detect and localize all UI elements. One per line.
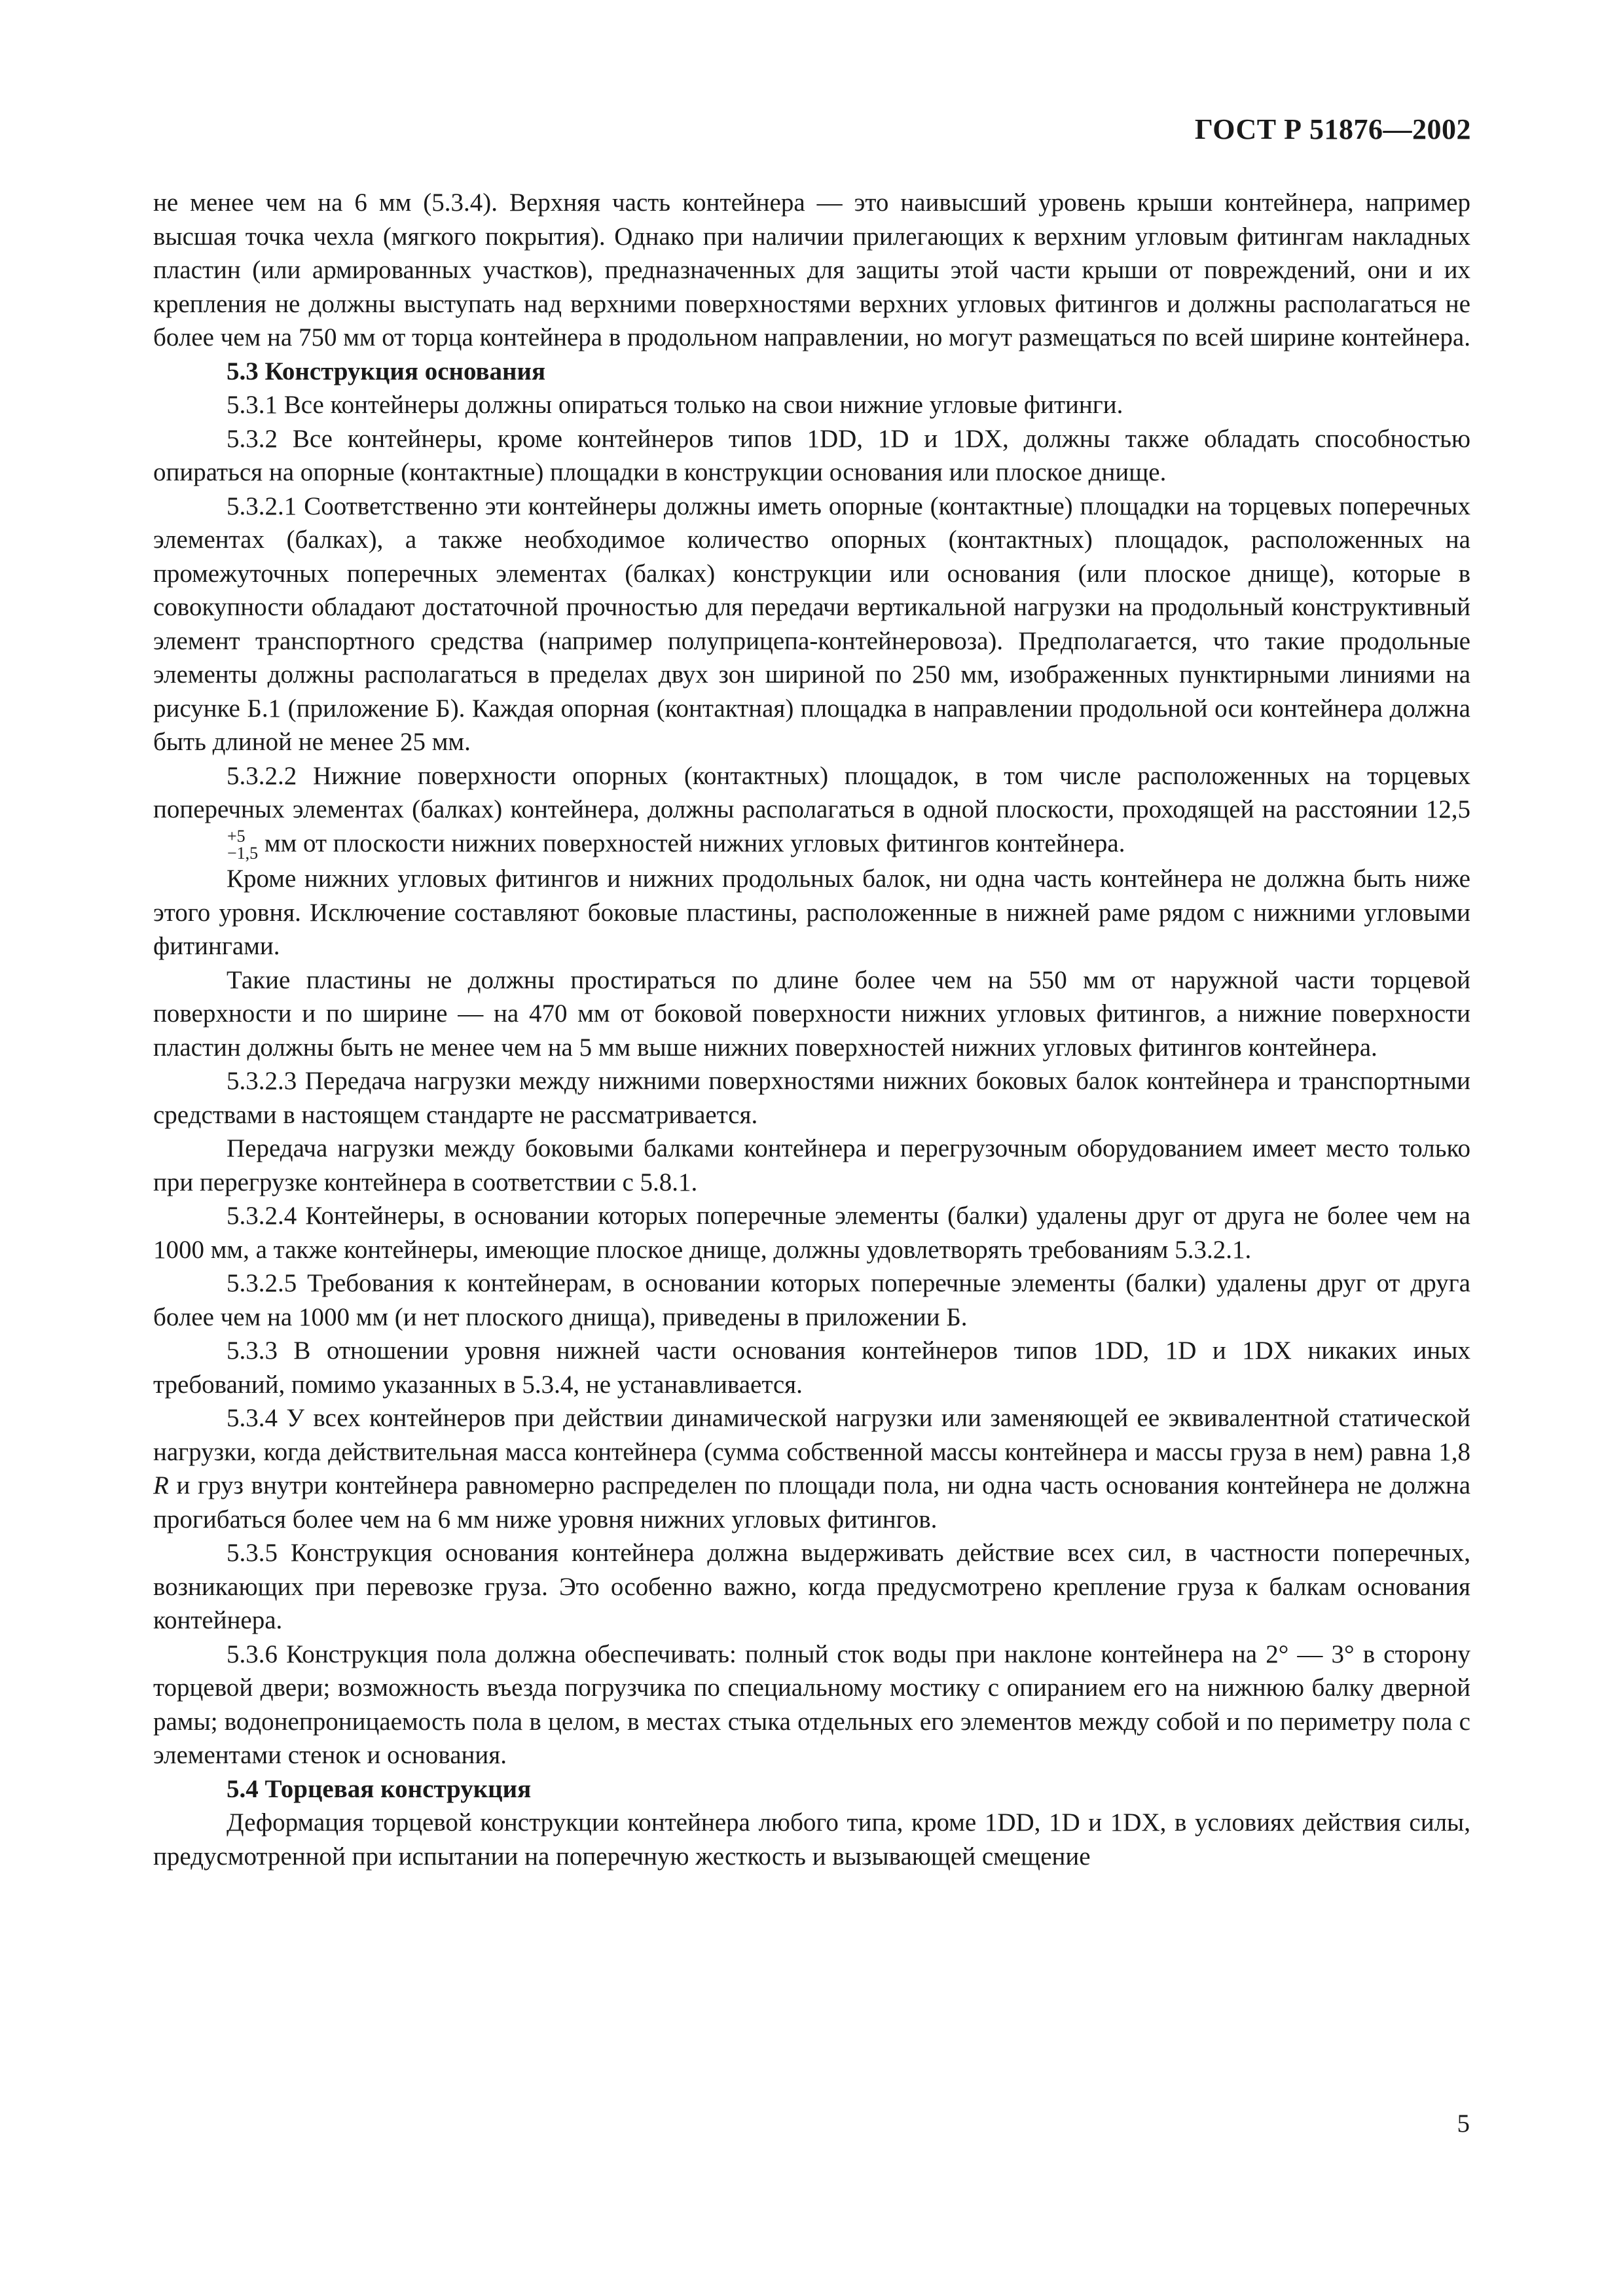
tolerance-lower: −1,5 [227,844,259,863]
paragraph-continuation: не менее чем на 6 мм (5.3.4). Верхняя часть контейнера — это наивысший уровень крыши контейнера, например высшая точка чехла (мягкого покрытия). Однако при наличии прилегающих к верхним угловым фитингам накладных пластин (или армированных участков), предназначенных для защиты этой части крыши от повреждений, они и их крепления не должны выступать над верхними поверхностями верхних угловых фитингов и должны располагаться не более чем на 750 мм от торца контейнера в продольном направлении, но могут размещаться по всей ширине контейнера. [153,188,1470,351]
paragraph-5-3-2-3: 5.3.2.3 Передача нагрузки между нижними поверхностями нижних боковых балок контейнера и транспортными средствами в настоящем стандарте не рассматривается. [153,1067,1470,1129]
tolerance-upper: +5 [227,827,246,846]
paragraph-5-3-2-2-plates: Такие пластины не должны простираться по длине более чем на 550 мм от наружной части торцевой поверхности и по ширине — на 470 мм от боковой поверхности нижних угловых фитингов, а нижние поверхности пластин должны быть не менее чем на 5 мм выше нижних поверхностей нижних угловых фитингов контейнера. [153,965,1470,1062]
paragraph-5-3-2-2 [153,759,1470,863]
paragraph-5-3-4-text-start: 5.3.4 У всех контейнеров при действии динамической нагрузки или заменяющей ее эквивалентной статической нагрузки, когда действительная масса контейнера (сумма собственной массы контейнера и массы груза в нем) равна 1,8 [153,1404,1470,1466]
section-heading-5-4: 5.4 Торцевая конструкция [227,1774,532,1803]
paragraph-5-3-6: 5.3.6 Конструкция пола должна обеспечивать: полный сток воды при наклоне контейнера на 2° — 3° в сторону торцевой двери; возможность въезда погрузчика по специальному мостику с опиранием его на нижнюю балку дверной рамы; водонепроницаемость пола в целом, в местах стыка отдельных его элементов между собой и по периметру пола с элементами стенок и основания. [153,1640,1470,1770]
paragraph-5-3-2: 5.3.2 Все контейнеры, кроме контейнеров типов 1DD, 1D и 1DX, должны также обладать способностью опираться на опорные (контактные) площадки в конструкции основания или плоское днище. [153,424,1470,486]
paragraph-5-3-2-4: 5.3.2.4 Контейнеры, в основании которых поперечные элементы (балки) удалены друг от друга не более чем на 1000 мм, а также контейнеры, имеющие плоское днище, должны удовлетворять требованиям 5.3.2.1. [153,1202,1470,1264]
paragraph-5-3-4-text-end: и груз внутри контейнера равномерно распределен по площади пола, ни одна часть основания контейнера не должна прогибаться более чем на 6 мм ниже уровня нижних угловых фитингов. [153,1471,1470,1534]
tolerance [154,828,258,862]
paragraph-5-4: Деформация торцевой конструкции контейнера любого типа, кроме 1DD, 1D и 1DX, в условиях действия силы, предусмотренной при испытании на поперечную жесткость и вызывающей смещение [153,1808,1470,1871]
document-body [153,186,1470,1873]
rating-symbol: R [153,1471,169,1500]
paragraph-5-3-3: 5.3.3 В отношении уровня нижней части основания контейнеров типов 1DD, 1D и 1DX никаких иных требований, помимо указанных в 5.3.4, не устанавливается. [153,1336,1470,1399]
paragraph-5-3-2-5: 5.3.2.5 Требования к контейнерам, в основании которых поперечные элементы (балки) удалены друг от друга более чем на 1000 мм (и нет плоского днища), приведены в приложении Б. [153,1269,1470,1331]
paragraph-5-3-2-2-text-end: мм от плоскости нижних поверхностей нижних угловых фитингов контейнера. [258,829,1125,857]
paragraph-5-3-2-3-transfer: Передача нагрузки между боковыми балками контейнера и перегрузочным оборудованием имеет место только при перегрузке контейнера в соответствии с 5.8.1. [153,1134,1470,1196]
paragraph-5-3-2-2-text-start: 5.3.2.2 Нижние поверхности опорных (контактных) площадок, в том числе расположенных на торцевых поперечных элементах (балках) контейнера, должны располагаться в одной плоскости, проходящей на расстоянии 12,5 [153,761,1470,823]
paragraph-5-3-2-1: 5.3.2.1 Соответственно эти контейнеры должны иметь опорные (контактные) площадки на торцевых поперечных элементах (балках), а также необходимое количество опорных (контактных) площадок, расположенных на промежуточных поперечных элементах (балках) конструкции или основания (или плоское днище), которые в совокупности обладают достаточной прочностью для передачи вертикальной нагрузки на продольный конструктивный элемент транспортного средства (например полуприцепа-контейнеровоза). Предполагается, что такие продольные элементы должны располагаться в пределах двух зон шириной по 250 мм, изображенных пунктирными линиями на рисунке Б.1 (приложение Б). Каждая опорная (контактная) площадка в направлении продольной оси контейнера должна быть длиной не менее 25 мм. [153,492,1470,756]
document-code-header: ГОСТ Р 51876—2002 [1194,113,1471,145]
paragraph-5-3-2-2-exceptions: Кроме нижних угловых фитингов и нижних продольных балок, ни одна часть контейнера не должна быть ниже этого уровня. Исключение составляют боковые пластины, расположенные в нижней раме рядом с нижними угловыми фитингами. [153,865,1470,961]
paragraph-5-3-4 [153,1401,1470,1536]
paragraph-5-3-1: 5.3.1 Все контейнеры должны опираться только на свои нижние угловые фитинги. [227,391,1123,419]
page-number: 5 [1457,2109,1470,2138]
paragraph-5-3-5: 5.3.5 Конструкция основания контейнера должна выдерживать действие всех сил, в частности поперечных, возникающих при перевозке груза. Это особенно важно, когда предусмотрено крепление груза к балкам основания контейнера. [153,1539,1470,1635]
section-heading-5-3: 5.3 Конструкция основания [227,357,546,386]
